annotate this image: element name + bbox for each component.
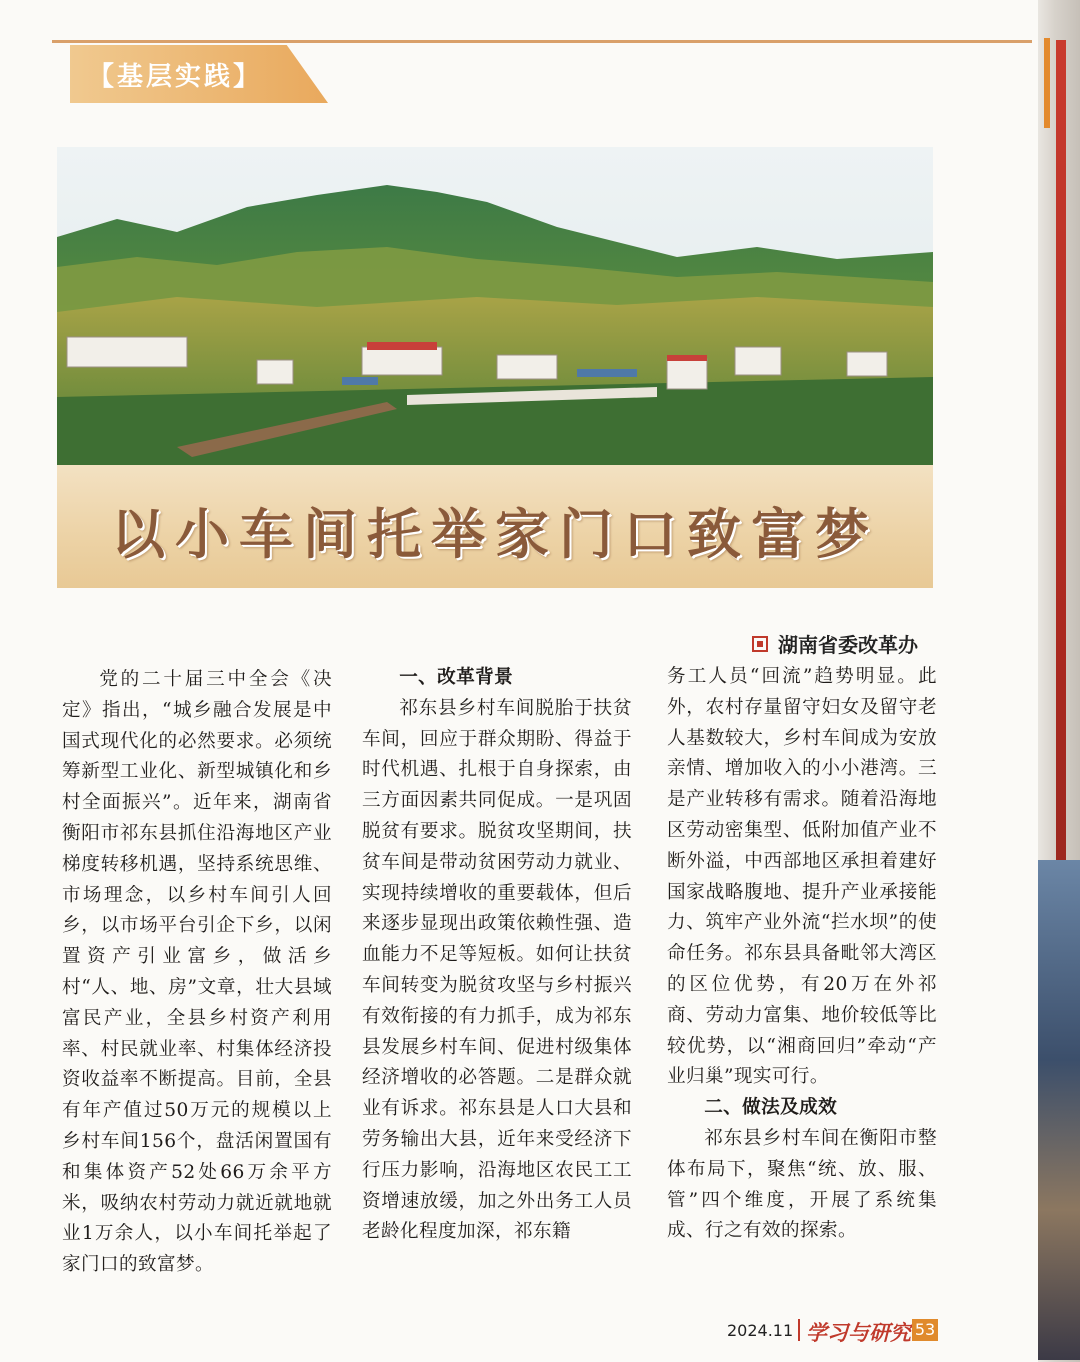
paragraph: 祁东县乡村车间在衡阳市整体布局下，聚焦“统、放、服、管”四个维度，开展了系统集成、行之有效的探索。 <box>667 1127 937 1242</box>
column-2 <box>362 663 632 1248</box>
edge-orange-strip <box>1044 38 1050 128</box>
issue-date: 2024.11 <box>727 1321 794 1340</box>
paragraph-continued: 务工人员“回流”趋势明显。此外，农村存量留守妇女及留守老人基数较大，乡村车间成为安放亲情、增加收入的小小港湾。三是产业转移有需求。随着沿海地区劳动密集型、低附加值产业不断外溢，中西部地区承担着建好国家战略腹地、提升产业承接能力、筑牢产业外流“拦水坝”的使命任务。祁东县具备毗邻大湾区的区位优势，有20万在外祁商、劳动力富集、地价较低等比较优势，以“湘商回归”牵动“产业归巢”现实可行。 <box>667 666 937 1088</box>
edge-photo-strip <box>1038 860 1080 1360</box>
paragraph: 党的二十届三中全会《决定》指出，“城乡融合发展是中国式现代化的必然要求。必须统筹新型工业化、新型城镇化和乡村全面振兴”。近年来，湖南省衡阳市祁东县抓住沿海地区产业梯度转移机遇，坚持系统思维、市场理念，以乡村车间引人回乡，以市场平台引企下乡，以闲置资产引业富乡，做活乡村“人、地、房”文章，壮大县域富民产业，全县乡村资产利用率、村民就业率、村集体经济投资收益率不断提高。目前，全县有年产值过50万元的规模以上乡村车间156个，盘活闲置国有和集体资产52处66万余平方米，吸纳农村劳动力就近就地就业1万余人，以小车间托举起了家门口的致富梦。 <box>62 669 332 1276</box>
author-line <box>752 629 918 658</box>
column-1 <box>62 665 332 1281</box>
section-label: 【基层实践】 <box>88 62 263 92</box>
article-title: 以小车间托举家门口致富梦 <box>111 503 879 566</box>
paragraph: 祁东县乡村车间脱胎于扶贫车间，回应于群众期盼、得益于时代机遇、扎根于自身探索，由三方面因素共同促成。一是巩固脱贫有要求。脱贫攻坚期间，扶贫车间是带动贫困劳动力就业、实现持续增收的重要载体，但后来逐步显现出政策依赖性强、造血能力不足等短板。如何让扶贫车间转变为脱贫攻坚与乡村振兴有效衔接的有力抓手，成为祁东县发展乡村车间、促进村级集体经济增收的必答题。二是群众就业有诉求。祁东县是人口大县和劳务输出大县，近年来受经济下行压力影响，沿海地区农民工工资增速放缓，加之外出务工人员老龄化程度加深，祁东籍 <box>362 697 632 1243</box>
hero-landscape-photo <box>57 147 933 465</box>
landscape-illustration <box>57 147 933 465</box>
magazine-name: 学习与研究 <box>806 1320 911 1345</box>
page-number: 53 <box>912 1319 938 1341</box>
column-3 <box>667 662 937 1247</box>
section-heading-1: 一、改革背景 <box>399 667 514 688</box>
square-bullet-icon <box>752 636 768 652</box>
footer-separator <box>798 1319 800 1341</box>
section-heading-2: 二、做法及成效 <box>704 1097 838 1119</box>
author-name: 湖南省委改革办 <box>778 633 918 657</box>
